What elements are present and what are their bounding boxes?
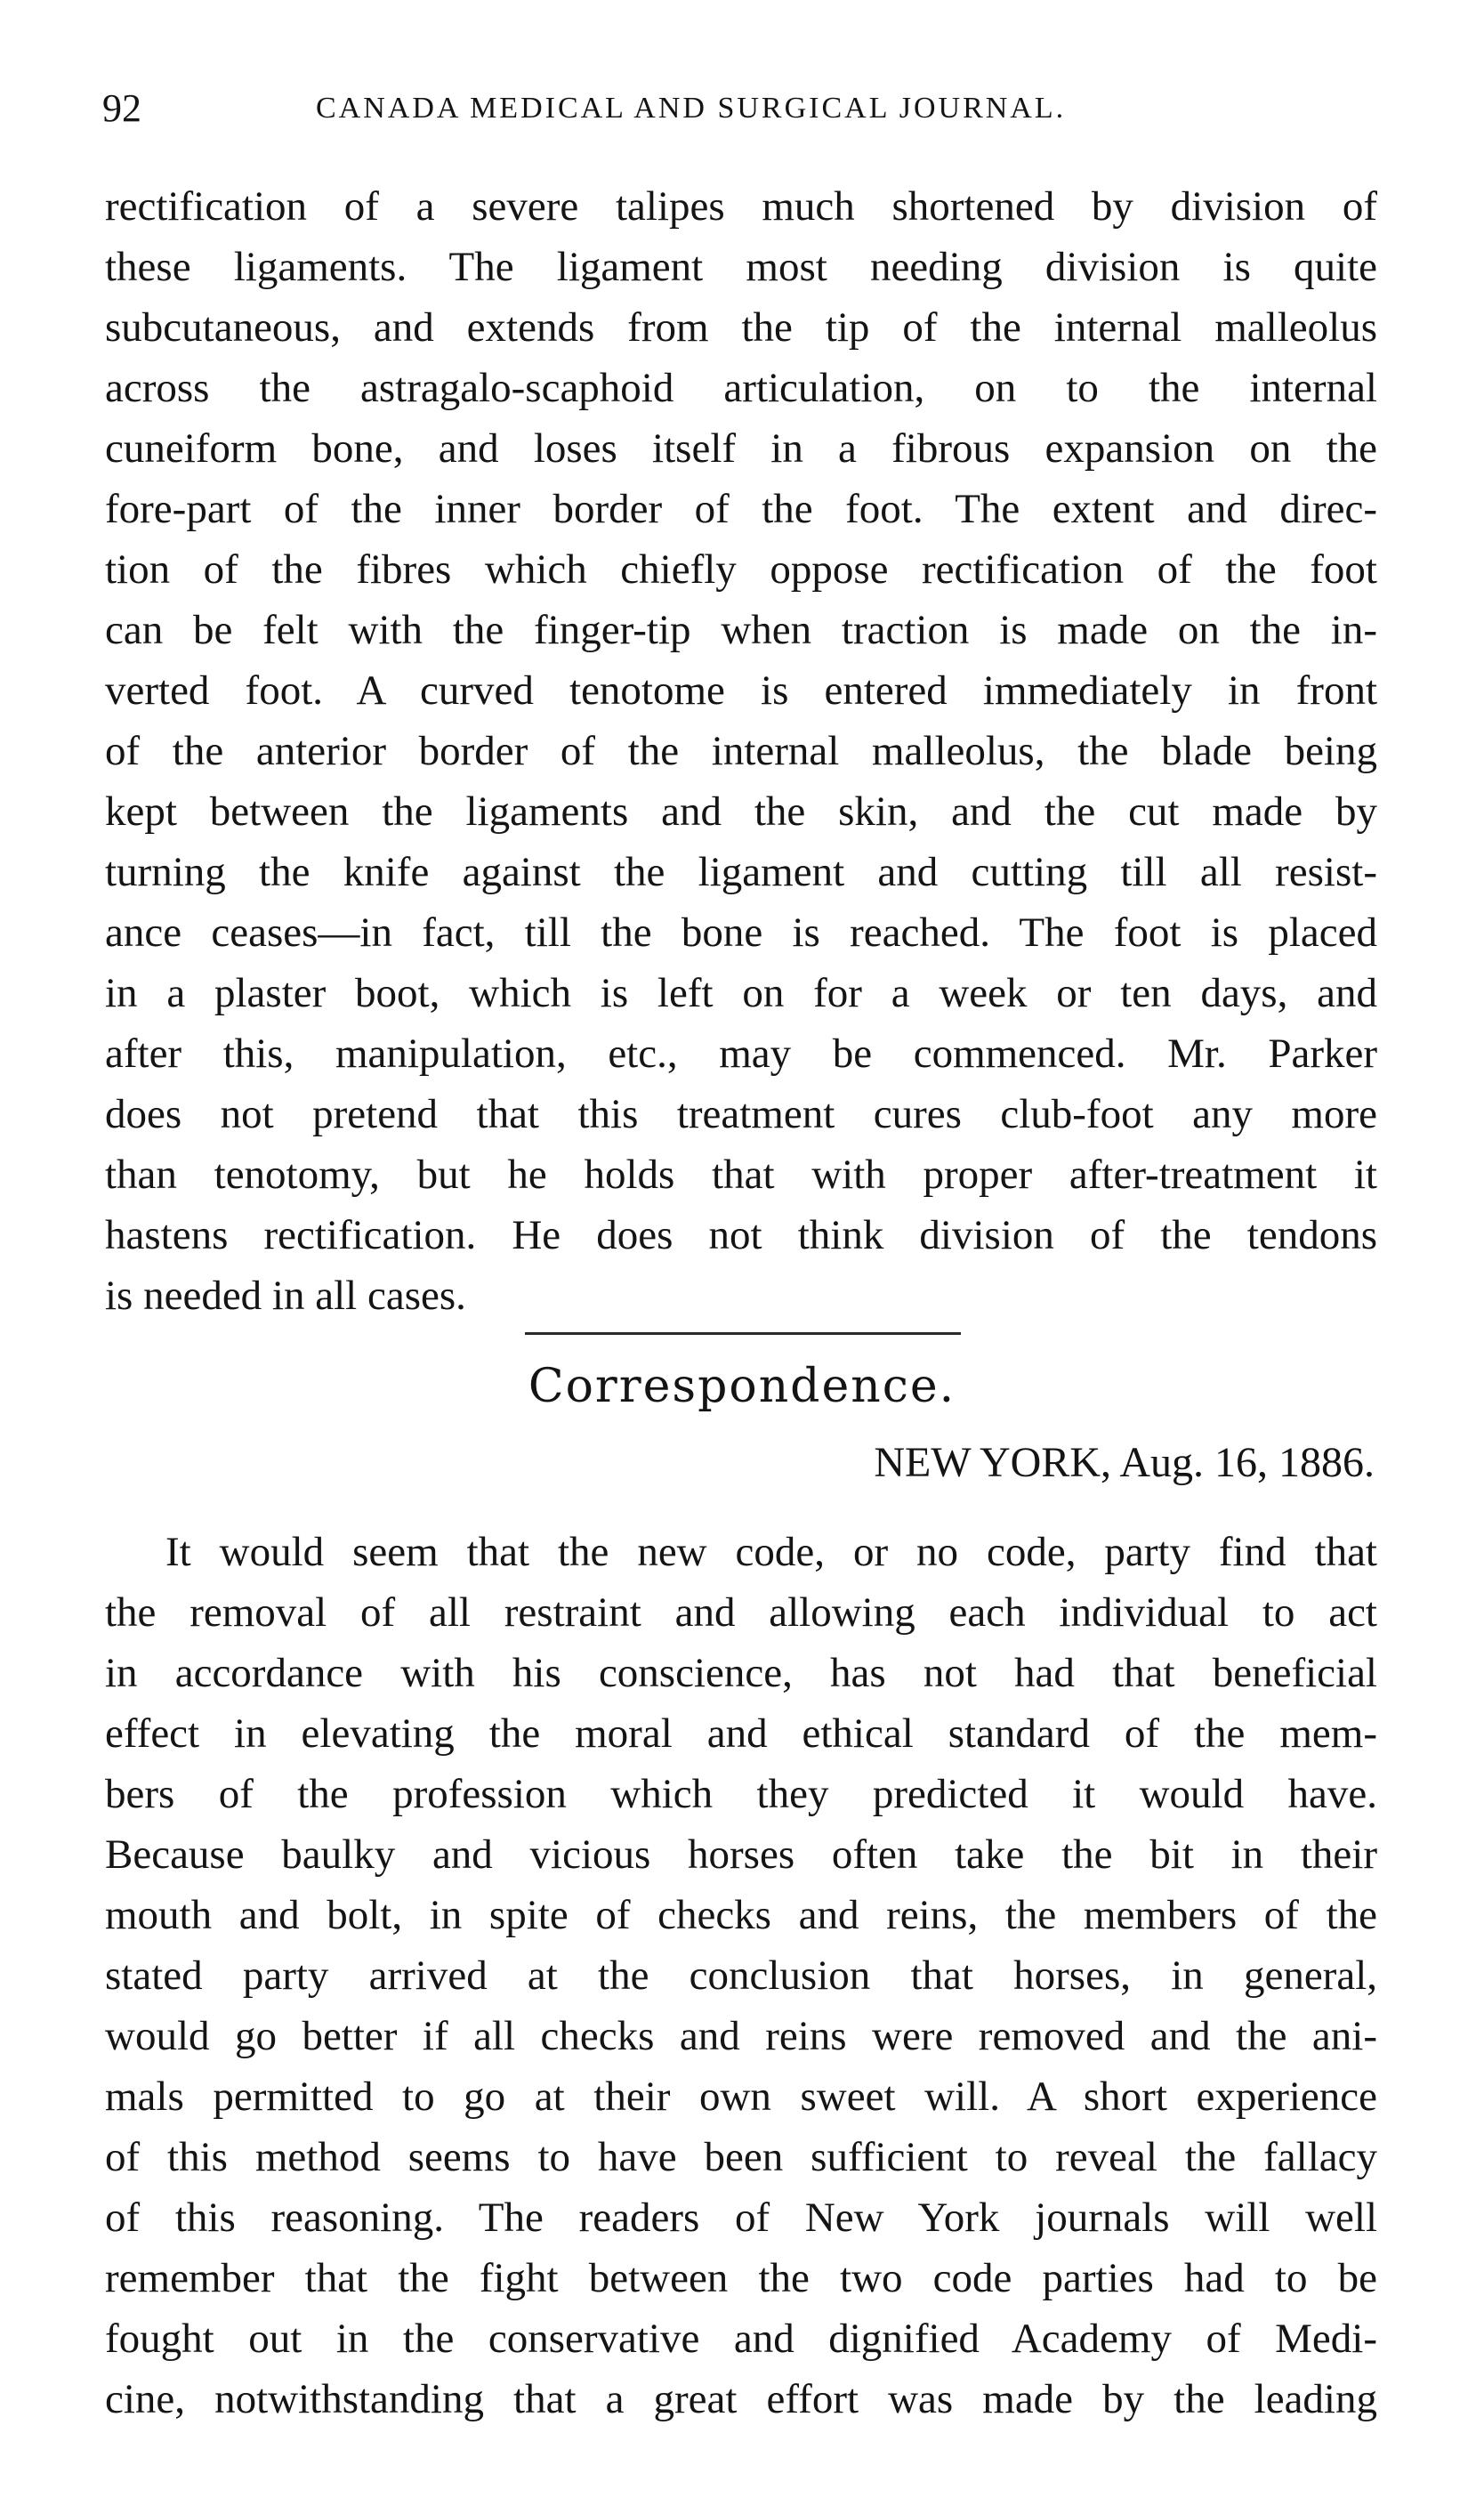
text-line: cine, notwithstanding that a great effort was made by the leading (105, 2376, 1377, 2422)
text-line: of this method seems to have been sufficient to reveal the fallacy (105, 2134, 1377, 2180)
text-line: than tenotomy, but he holds that with proper after-treatment it (105, 1152, 1377, 1198)
text-line: bers of the profession which they predicted it would have. (105, 1771, 1377, 1817)
text-line: verted foot. A curved tenotome is entered immediately in front (105, 667, 1377, 714)
text-line: rectification of a severe talipes much shortened by division of (105, 183, 1377, 230)
section-divider (525, 1332, 961, 1335)
text-line: is needed in all cases. (105, 1273, 466, 1319)
page-header (102, 82, 1383, 135)
text-line: Because baulky and vicious horses often take the bit in their (105, 1831, 1377, 1878)
text-line: remember that the fight between the two code parties had to be (105, 2255, 1377, 2301)
text-line: turning the knife against the ligament and cutting till all resist- (105, 849, 1377, 895)
text-line: fore-part of the inner border of the foot. The extent and direc- (105, 486, 1377, 532)
text-line: of the anterior border of the internal malleolus, the blade being (105, 728, 1377, 774)
text-line: cuneiform bone, and loses itself in a fibrous expansion on the (105, 425, 1377, 472)
dateline: NEW YORK, Aug. 16, 1886. (874, 1439, 1375, 1486)
text-line: subcutaneous, and extends from the tip of the internal malleolus (105, 304, 1377, 351)
running-head: CANADA MEDICAL AND SURGICAL JOURNAL. (316, 92, 1067, 125)
paragraph-parker-treatment (105, 176, 1377, 1326)
text-line: would go better if all checks and reins were removed and the ani- (105, 2013, 1377, 2059)
text-line: mals permitted to go at their own sweet will. A short experience (105, 2073, 1377, 2120)
text-line: mouth and bolt, in spite of checks and reins, the members of the (105, 1892, 1377, 1938)
text-line: hastens rectification. He does not think division of the tendons (105, 1212, 1377, 1258)
text-line: It would seem that the new code, or no code, party find that (165, 1529, 1377, 1575)
text-line: ance ceases—in fact, till the bone is reached. The foot is placed (105, 909, 1377, 956)
text-line: in accordance with his conscience, has not had that beneficial (105, 1650, 1377, 1696)
section-heading: Correspondence. (528, 1360, 956, 1413)
text-line: fought out in the conservative and dignified Academy of Medi- (105, 2316, 1377, 2362)
text-line: these ligaments. The ligament most needing division is quite (105, 244, 1377, 290)
text-line: effect in elevating the moral and ethical standard of the mem- (105, 1710, 1377, 1757)
page-number: 92 (102, 86, 141, 130)
text-line: tion of the fibres which chiefly oppose rectification of the foot (105, 546, 1377, 593)
text-line: the removal of all restraint and allowing each individual to act (105, 1589, 1377, 1636)
text-line: of this reasoning. The readers of New York journals will well (105, 2195, 1377, 2241)
text-line: stated party arrived at the conclusion that horses, in general, (105, 1952, 1377, 1999)
text-line: across the astragalo-scaphoid articulation, on to the internal (105, 365, 1377, 411)
text-line: does not pretend that this treatment cures club-foot any more (105, 1091, 1377, 1137)
text-line: after this, manipulation, etc., may be commenced. Mr. Parker (105, 1031, 1377, 1077)
text-line: can be felt with the finger-tip when traction is made on the in- (105, 607, 1377, 653)
paragraph-correspondence (105, 1522, 1377, 2429)
text-line: in a plaster boot, which is left on for a week or ten days, and (105, 970, 1377, 1016)
text-line: kept between the ligaments and the skin, and the cut made by (105, 788, 1377, 835)
